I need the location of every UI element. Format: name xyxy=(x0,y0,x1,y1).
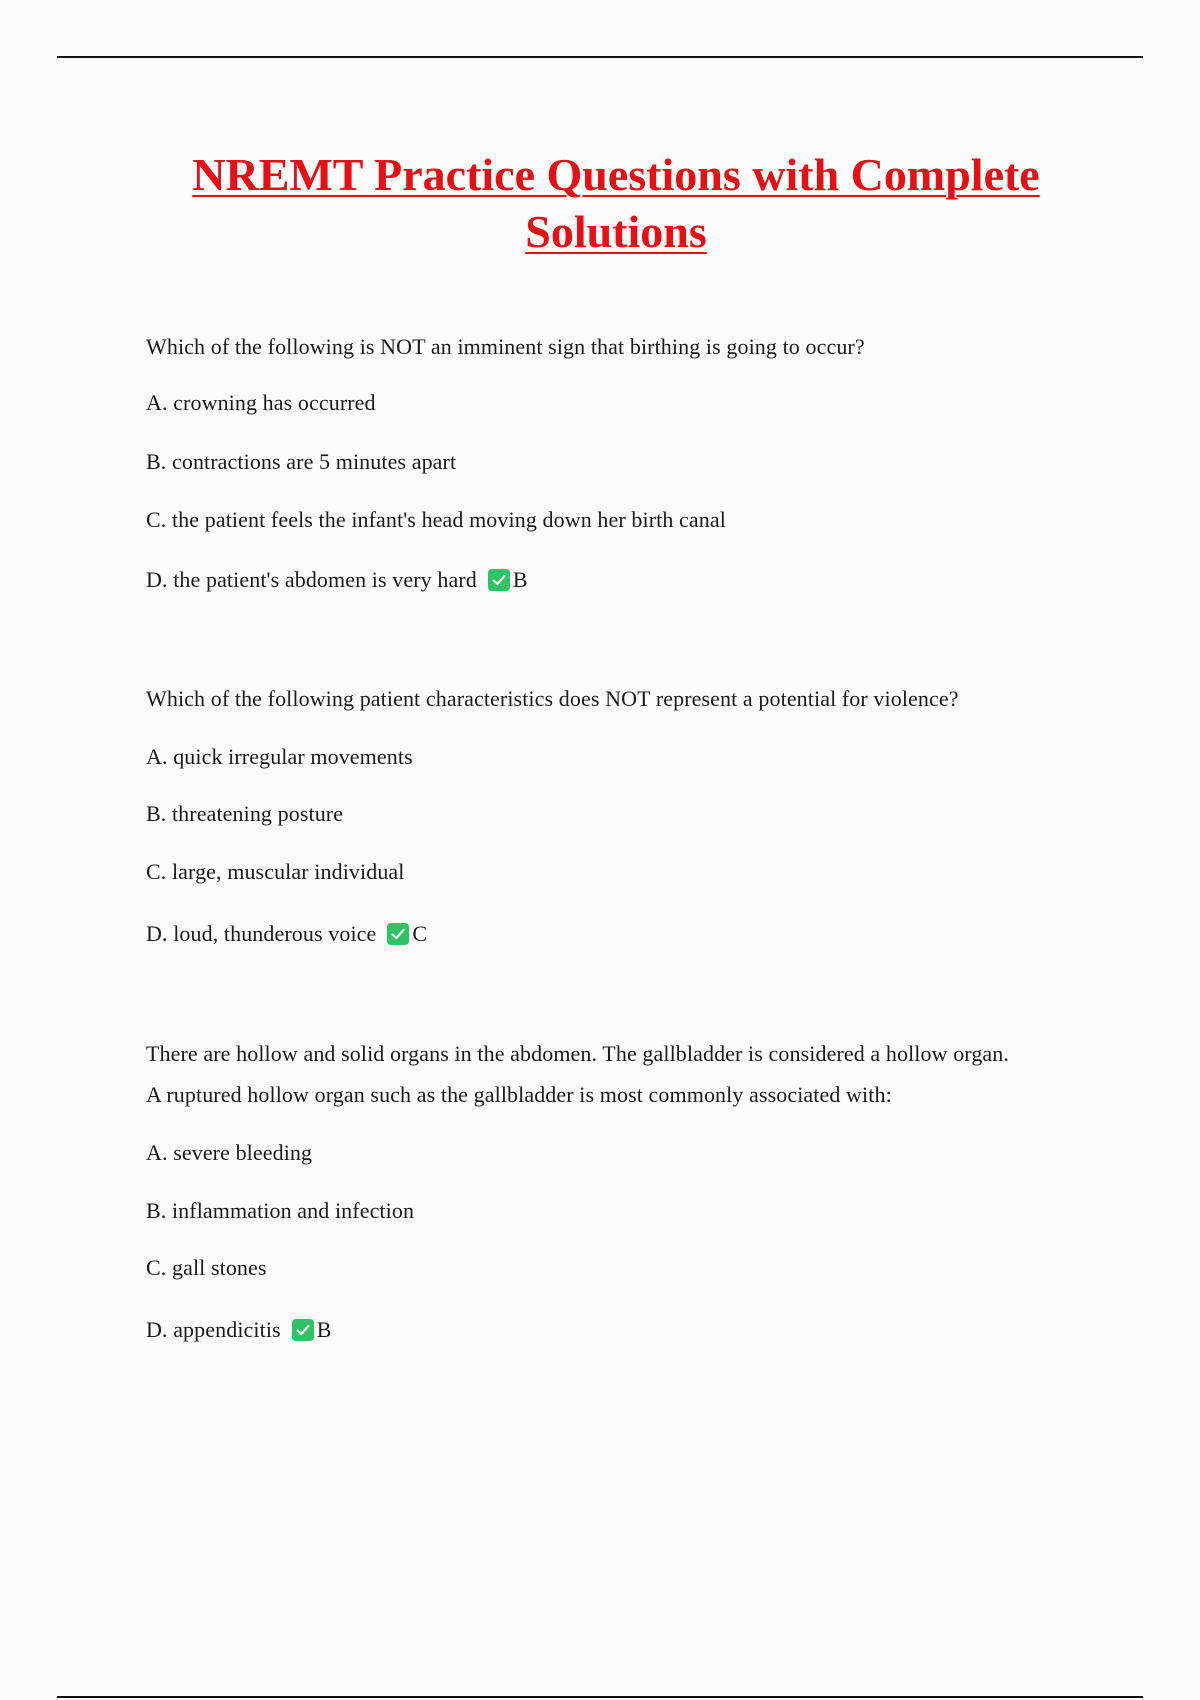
question-2-prompt: Which of the following patient characteristics does NOT represent a potential for violence? xyxy=(146,686,959,711)
top-rule xyxy=(57,56,1143,58)
check-mark-icon xyxy=(292,1319,314,1341)
question-2-option-b: B. threatening posture xyxy=(146,801,344,826)
question-3-prompt-line-1: There are hollow and solid organs in the abdomen. The gallbladder is considered a hollow organ. xyxy=(146,1041,1009,1066)
question-2-option-a: A. quick irregular movements xyxy=(146,744,413,769)
question-1-answer: B xyxy=(512,567,528,592)
question-1-option-b: B. contractions are 5 minutes apart xyxy=(146,449,457,474)
page-title: NREMT Practice Questions with Complete Solutions xyxy=(192,149,1040,257)
question-2-answer: C xyxy=(412,921,428,946)
question-3-option-b: B. inflammation and infection xyxy=(146,1198,415,1223)
question-3-answer: B xyxy=(316,1317,332,1342)
question-1-option-c: C. the patient feels the infant's head moving down her birth canal xyxy=(146,507,726,532)
question-3-option-d: D. appendicitis xyxy=(146,1317,281,1342)
question-1-option-d: D. the patient's abdomen is very hard xyxy=(146,567,477,592)
question-2-option-d: D. loud, thunderous voice xyxy=(146,921,377,946)
question-3-option-c: C. gall stones xyxy=(146,1255,267,1280)
question-3-option-d-row xyxy=(146,1315,331,1345)
question-1-prompt: Which of the following is NOT an imminent sign that birthing is going to occur? xyxy=(146,334,865,359)
check-mark-icon xyxy=(387,923,409,945)
question-2-option-d-row xyxy=(146,919,427,949)
question-2-option-c: C. large, muscular individual xyxy=(146,859,405,884)
bottom-rule xyxy=(57,1696,1143,1698)
question-3-option-a: A. severe bleeding xyxy=(146,1140,313,1165)
question-1-option-d-row xyxy=(146,565,528,595)
question-3-prompt-line-2: A ruptured hollow organ such as the gallbladder is most commonly associated with: xyxy=(146,1082,892,1107)
check-mark-icon xyxy=(488,569,510,591)
question-1-option-a: A. crowning has occurred xyxy=(146,390,376,415)
